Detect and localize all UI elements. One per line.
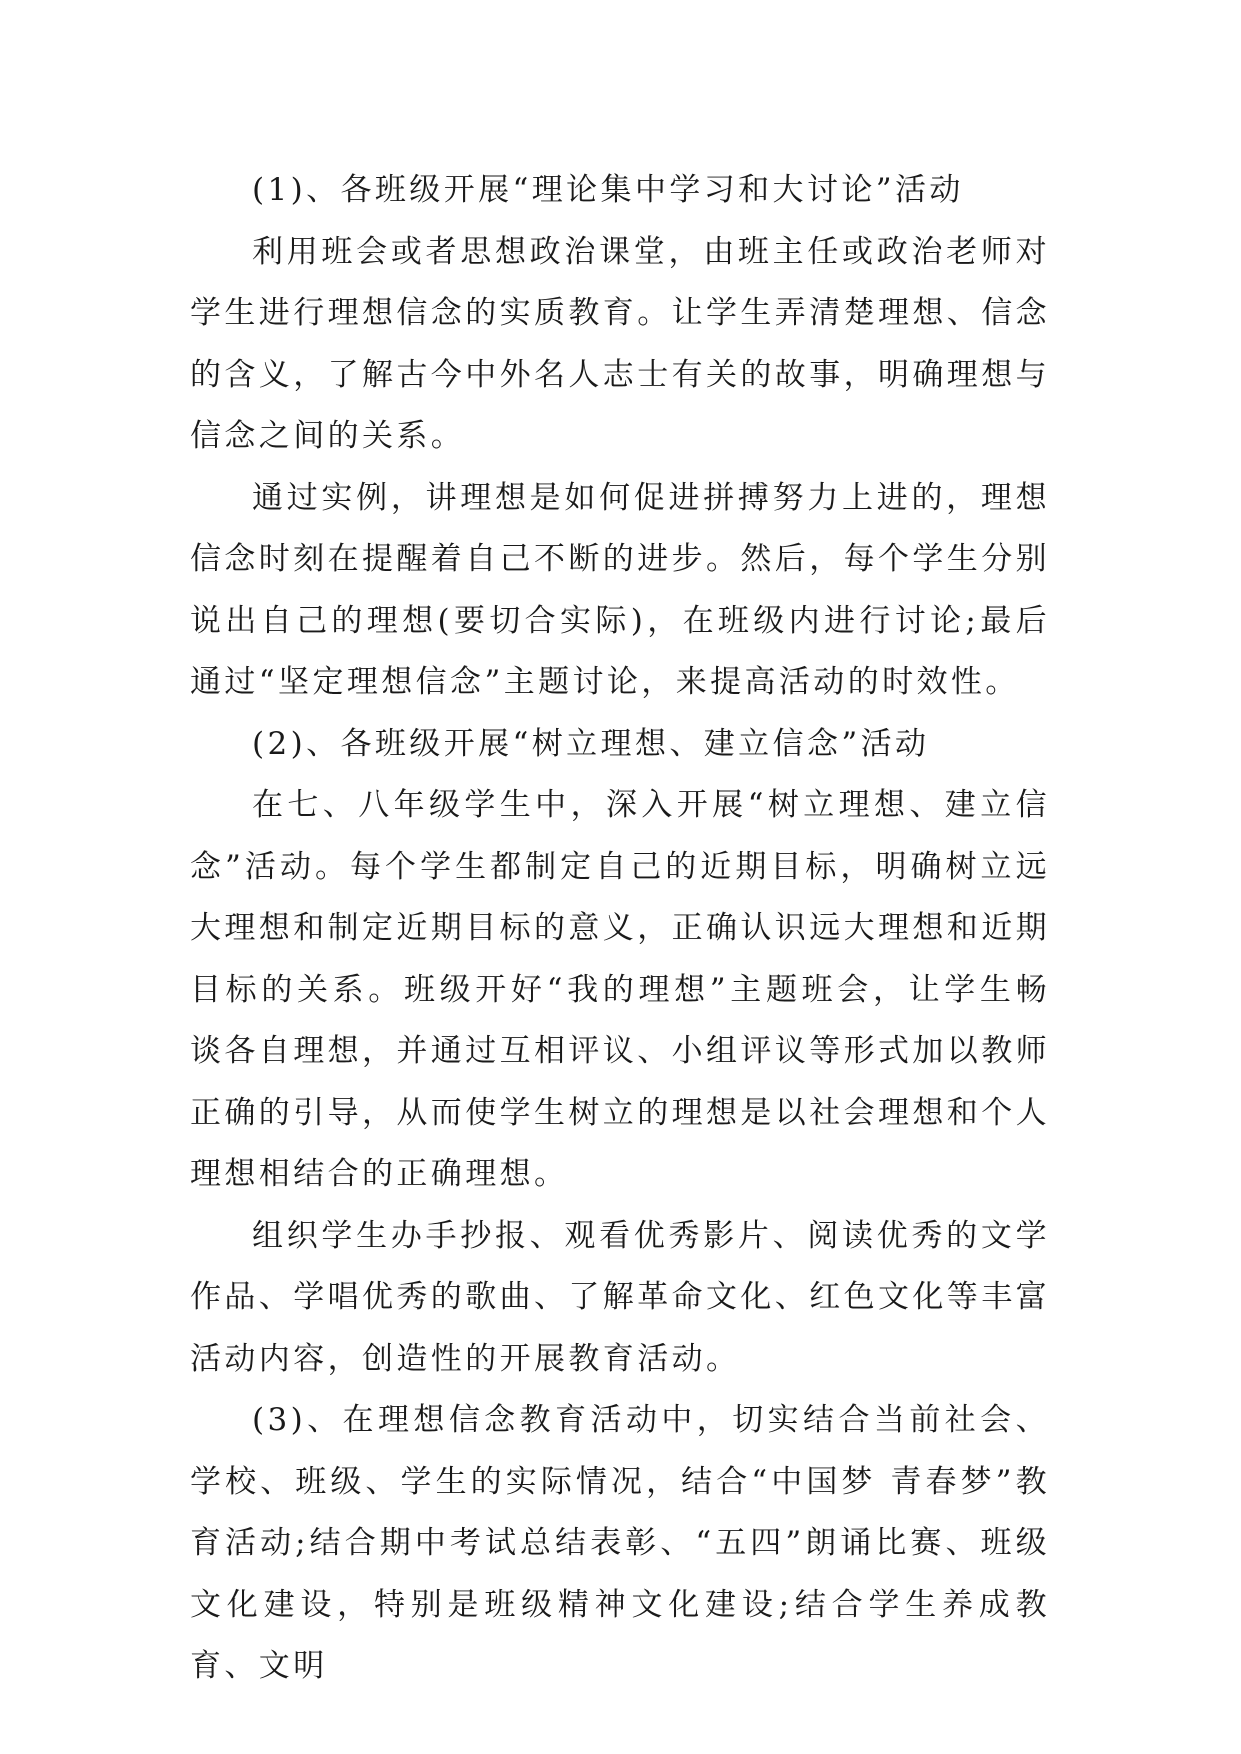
paragraph-2: 通过实例，讲理想是如何促进拼搏努力上进的，理想信念时刻在提醒着自己不断的进步。然后，每个学生分别说出自己的理想(要切合实际)，在班级内进行讨论;最后通过“坚定理想信念”主题讨论，来提高活动的时效性。: [190, 479, 1050, 700]
paragraph-1: 利用班会或者思想政治课堂，由班主任或政治老师对学生进行理想信念的实质教育。让学生弄清楚理想、信念的含义，了解古今中外名人志士有关的故事，明确理想与信念之间的关系。: [190, 233, 1050, 454]
document-body: [190, 160, 1050, 1698]
section-heading-2: (2)、各班级开展“树立理想、建立信念”活动: [252, 725, 930, 762]
paragraph-4: 组织学生办手抄报、观看优秀影片、阅读优秀的文学作品、学唱优秀的歌曲、了解革命文化、红色文化等丰富活动内容，创造性的开展教育活动。: [190, 1217, 1050, 1377]
section-heading-1: (1)、各班级开展“理论集中学习和大讨论”活动: [252, 172, 964, 208]
paragraph-5: (3)、在理想信念教育活动中，切实结合当前社会、学校、班级、学生的实际情况，结合“中国梦 青春梦”教育活动;结合期中考试总结表彰、“五四”朗诵比赛、班级文化建设，特别是班级精神文化建设;结合学生养成教育、文明: [190, 1402, 1050, 1684]
paragraph-3: 在七、八年级学生中，深入开展“树立理想、建立信念”活动。每个学生都制定自己的近期目标，明确树立远大理想和制定近期目标的意义，正确认识远大理想和近期目标的关系。班级开好“我的理想”主题班会，让学生畅谈各自理想，并通过互相评议、小组评议等形式加以教师正确的引导，从而使学生树立的理想是以社会理想和个人理想相结合的正确理想。: [190, 787, 1050, 1192]
